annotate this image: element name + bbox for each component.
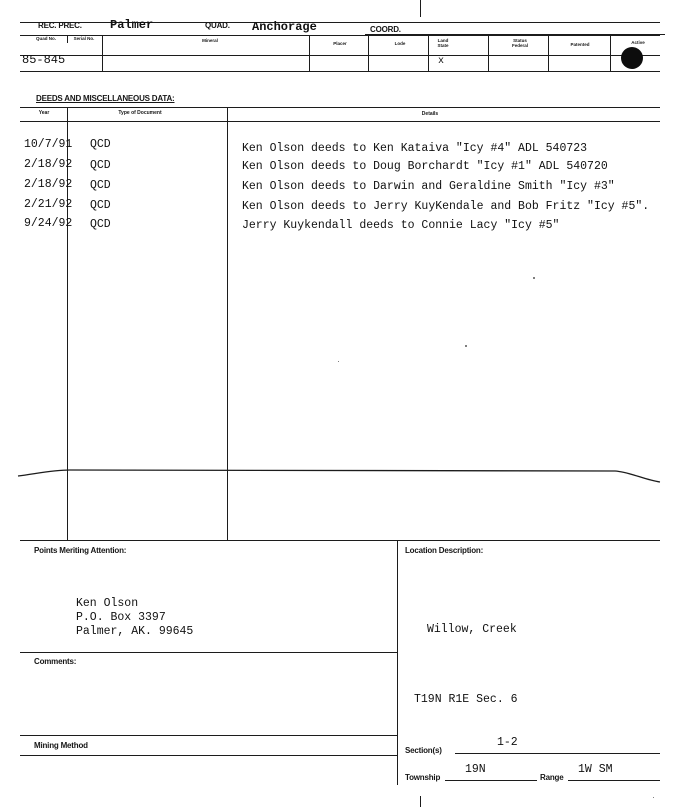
claim-table-top	[20, 35, 660, 36]
location-legal-description: T19N R1E Sec. 6	[414, 693, 518, 706]
col-active: Active	[631, 40, 645, 45]
land-state-mark: x	[438, 56, 445, 67]
points-meriting-attention-label: Points Meriting Attention:	[34, 546, 127, 555]
copy-fold-line	[0, 460, 678, 490]
claim-col-divider	[610, 36, 611, 71]
deed-type: QCD	[90, 138, 111, 151]
deed-details: Ken Olson deeds to Jerry KuyKendale and Bob Fritz "Icy #5".	[242, 200, 650, 213]
township-label: Township	[405, 773, 441, 782]
range-underline	[568, 780, 660, 781]
scan-speck	[465, 345, 467, 347]
col-mineral: Mineral	[202, 38, 218, 43]
col-serial-no: Serial No.	[73, 36, 95, 41]
deed-details: Ken Olson deeds to Ken Kataiva "Icy #4" ADL 540723	[242, 142, 588, 155]
sections-label: Section(s)	[405, 746, 442, 755]
scan-speck	[338, 361, 339, 362]
deed-year: 2/18/92	[24, 178, 73, 191]
attention-line-name: Ken Olson	[76, 597, 139, 610]
deed-type: QCD	[90, 179, 111, 192]
attention-line-city: Palmer, AK. 99645	[76, 625, 194, 638]
deeds-col-type: Type of Document	[118, 110, 162, 116]
mining-method-bottom-rule	[20, 755, 398, 756]
bottom-binding-mark	[420, 796, 421, 807]
claim-col-divider	[102, 36, 103, 71]
location-description-label: Location Description:	[405, 546, 484, 555]
active-filled-marker	[621, 47, 643, 69]
coord-label: COORD.	[370, 25, 401, 34]
col-lode: Lode	[394, 41, 406, 46]
township-value: 19N	[465, 763, 486, 776]
deed-details: Ken Olson deeds to Doug Borchardt "Icy #1" ADL 540720	[242, 160, 608, 173]
deed-type: QCD	[90, 199, 111, 212]
lower-section-top	[20, 540, 660, 541]
deed-year: 9/24/92	[24, 217, 73, 230]
col-land-state: Land State	[437, 38, 449, 48]
comments-top-rule	[20, 652, 398, 653]
quad-label: QUAD.	[205, 21, 230, 30]
deed-year: 2/21/92	[24, 198, 73, 211]
col-patented: Patented	[570, 42, 590, 47]
sections-value: 1-2	[497, 736, 518, 749]
deed-type: QCD	[90, 218, 111, 231]
mining-method-top-rule	[20, 735, 398, 736]
deed-year: 2/18/92	[24, 158, 73, 171]
deed-year: 10/7/91	[24, 138, 73, 151]
claim-col-divider	[428, 36, 429, 71]
attention-line-address: P.O. Box 3397	[76, 611, 166, 624]
col-placer: Placer	[333, 41, 347, 46]
top-binding-mark	[420, 0, 421, 17]
deeds-table-top	[20, 107, 660, 108]
deed-type: QCD	[90, 159, 111, 172]
deed-details: Jerry Kuykendall deeds to Connie Lacy "Icy #5"	[242, 219, 560, 232]
deeds-section-title: DEEDS AND MISCELLANEOUS DATA:	[36, 94, 175, 103]
deed-details: Ken Olson deeds to Darwin and Geraldine Smith "Icy #3"	[242, 180, 615, 193]
scan-speck	[653, 797, 654, 798]
rec-prec-label: REC. PREC.	[38, 21, 82, 30]
claim-table-bottom	[20, 71, 660, 72]
range-label: Range	[540, 773, 564, 782]
deeds-col-details: Details	[421, 111, 439, 117]
scan-speck	[533, 277, 535, 279]
claim-col-divider	[488, 36, 489, 71]
comments-label: Comments:	[34, 657, 77, 666]
claim-col-divider	[548, 36, 549, 71]
claim-col-divider	[309, 36, 310, 71]
location-place: Willow, Creek	[427, 623, 517, 636]
rec-prec-value: Palmer	[110, 18, 154, 32]
col-status-federal: Status Federal	[511, 38, 528, 48]
claim-col-divider	[368, 36, 369, 71]
mining-method-label: Mining Method	[34, 741, 88, 750]
quad-value: Anchorage	[252, 20, 317, 34]
sections-underline	[455, 753, 660, 754]
lower-vertical-divider	[397, 540, 398, 785]
serial-number-value: 85-845	[22, 53, 66, 67]
deeds-header-bottom	[20, 121, 660, 122]
range-value: 1W SM	[578, 763, 613, 776]
township-underline	[445, 780, 537, 781]
claim-table-mid	[20, 55, 660, 56]
deeds-col-year: Year	[38, 110, 50, 116]
col-quad-no: Quad No.	[36, 36, 56, 41]
